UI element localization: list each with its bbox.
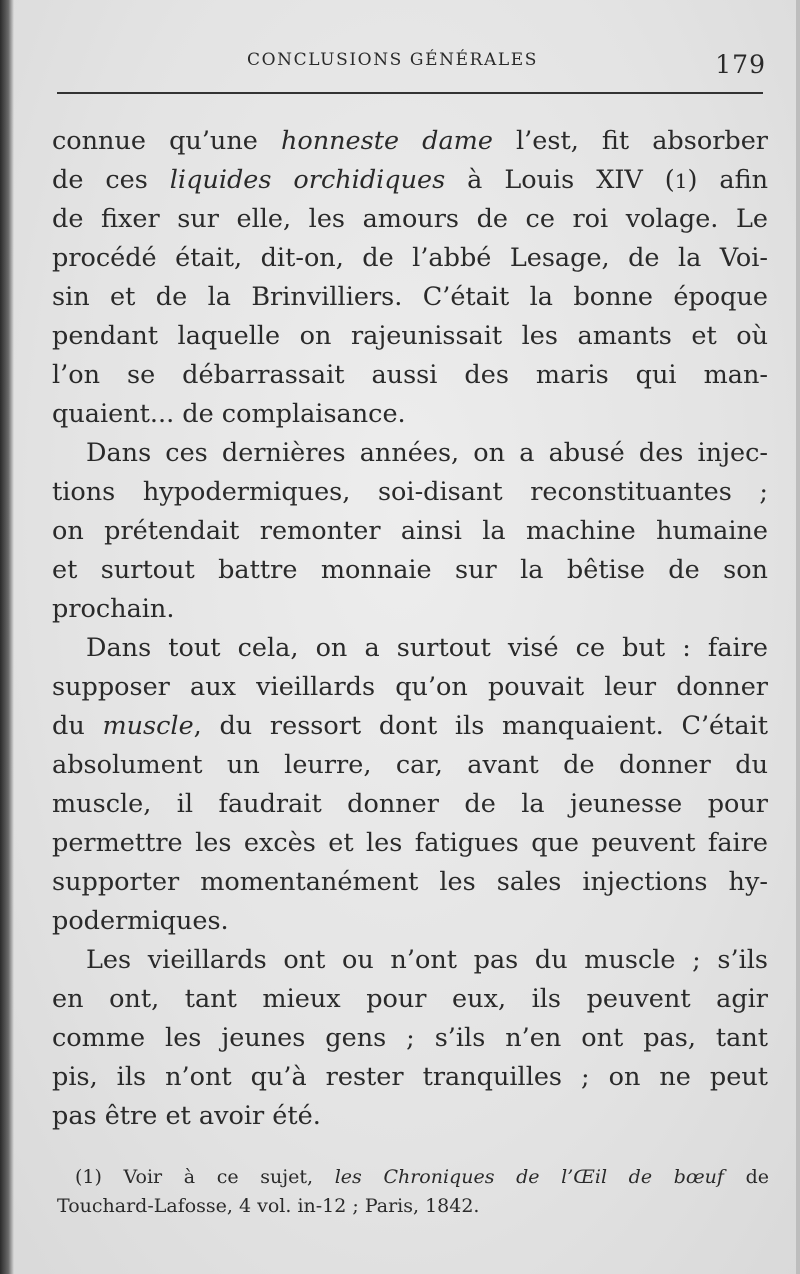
text-line: pis, ils n’ont qu’à rester tranquilles ; on ne peut bbox=[52, 1062, 768, 1092]
footnote bbox=[57, 1163, 769, 1221]
footnote-line: Touchard-Lafosse, 4 vol. in-12 ; Paris, 1842. bbox=[57, 1195, 480, 1217]
footnote-reference: 1 bbox=[674, 169, 688, 193]
page-shadow-left bbox=[0, 0, 14, 1274]
text-line: du muscle, du ressort dont ils manquaient. C’était bbox=[52, 711, 769, 741]
text-line: supporter momentanément les sales injections hy- bbox=[52, 867, 768, 897]
text-line: de fixer sur elle, les amours de ce roi volage. Le bbox=[52, 204, 768, 234]
text-line: tions hypodermiques, soi-disant reconstituantes ; bbox=[52, 477, 768, 507]
text-line: muscle, il faudrait donner de la jeunesse pour bbox=[52, 789, 768, 819]
body-text bbox=[52, 122, 768, 1136]
text-line: prochain. bbox=[52, 594, 175, 624]
header-rule bbox=[57, 92, 763, 94]
text-line: sin et de la Brinvilliers. C’était la bonne époque bbox=[52, 282, 768, 312]
text-line: et surtout battre monnaie sur la bêtise de son bbox=[52, 555, 768, 585]
page-number: 179 bbox=[715, 50, 766, 79]
text-line: supposer aux vieillards qu’on pouvait leur donner bbox=[52, 672, 768, 702]
text-line: l’on se débarrassait aussi des maris qui man- bbox=[52, 360, 768, 390]
page-header bbox=[57, 40, 770, 92]
text-line: en ont, tant mieux pour eux, ils peuvent agir bbox=[52, 984, 768, 1014]
footnote-line: (1) Voir à ce sujet, les Chroniques de l’Œil de bœuf de bbox=[75, 1166, 770, 1188]
page-edge-right bbox=[796, 0, 800, 1274]
paragraph-start-line: Dans ces dernières années, on a abusé des injec- bbox=[86, 438, 768, 468]
text-line: on prétendait remonter ainsi la machine humaine bbox=[52, 516, 768, 546]
text-line: procédé était, dit-on, de l’abbé Lesage, de la Voi- bbox=[52, 243, 768, 273]
text-line: pendant laquelle on rajeunissait les amants et où bbox=[52, 321, 768, 351]
text-line: comme les jeunes gens ; s’ils n’en ont pas, tant bbox=[52, 1023, 768, 1053]
text-line: podermiques. bbox=[52, 906, 229, 936]
running-title: CONCLUSIONS GÉNÉRALES bbox=[247, 50, 539, 70]
text-line: pas être et avoir été. bbox=[52, 1101, 321, 1131]
text-line: absolument un leurre, car, avant de donner du bbox=[52, 750, 768, 780]
paragraph-start-line: Les vieillards ont ou n’ont pas du muscle ; s’ils bbox=[86, 945, 768, 975]
text-line: connue qu’une honneste dame l’est, fit absorber bbox=[52, 126, 768, 156]
paragraph-start-line: Dans tout cela, on a surtout visé ce but : faire bbox=[86, 633, 768, 663]
text-line: quaient... de complaisance. bbox=[52, 399, 406, 429]
text-line: permettre les excès et les fatigues que peuvent faire bbox=[52, 828, 768, 858]
text-line: de ces liquides orchidiques à Louis XIV (1) afin bbox=[52, 165, 769, 195]
